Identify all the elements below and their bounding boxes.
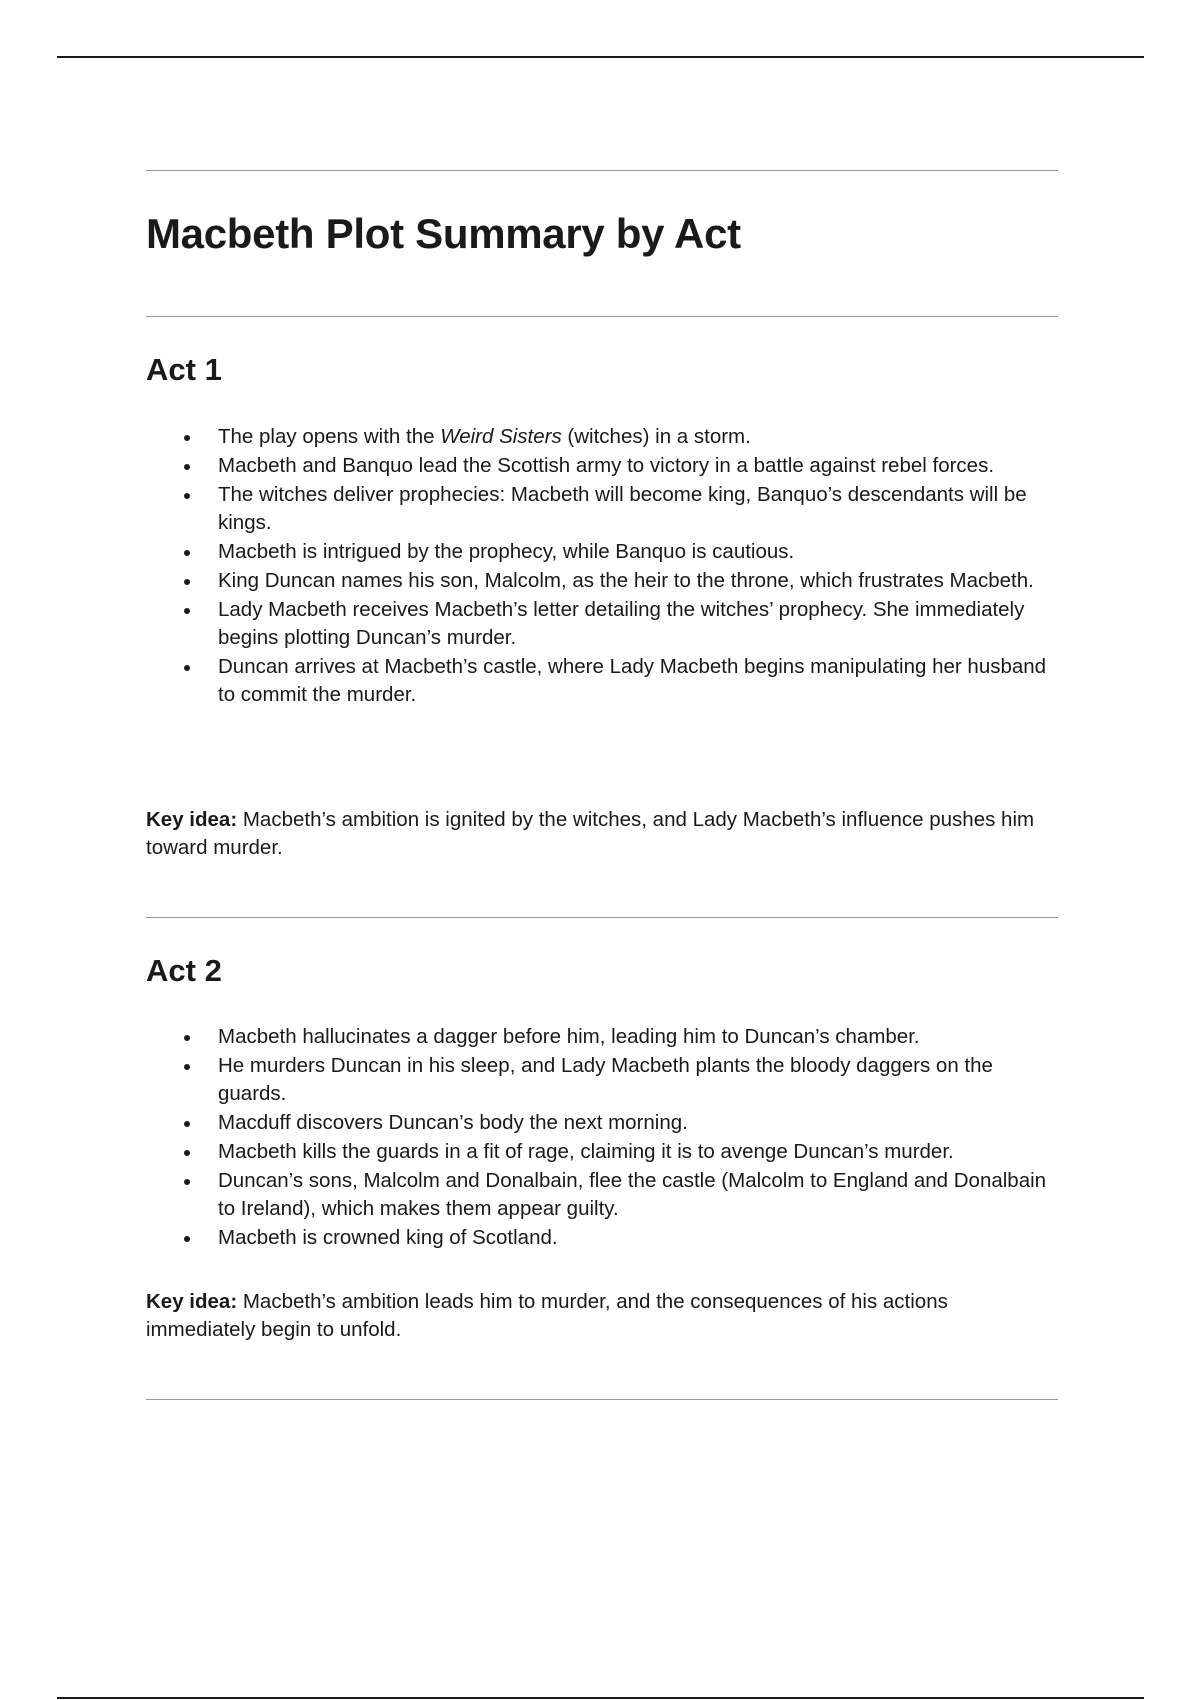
key-idea-label: Key idea:: [146, 1290, 238, 1313]
act-1-key-idea: [146, 806, 1058, 862]
list-item: [146, 1138, 1058, 1166]
bullet-text: The witches deliver prophecies: Macbeth will become king, Banquo’s descendants will be kings.: [218, 483, 1027, 534]
list-item: [146, 423, 1058, 451]
bullet-text: King Duncan names his son, Malcolm, as the heir to the throne, which frustrates Macbeth.: [218, 569, 1034, 592]
act-1-bullet-list: [146, 423, 1058, 710]
bullet-icon: [184, 1236, 190, 1242]
bullet-text: Macduff discovers Duncan’s body the next morning.: [218, 1111, 688, 1134]
list-item: [146, 567, 1058, 595]
list-item: [146, 538, 1058, 566]
bullet-text: Duncan arrives at Macbeth’s castle, where Lady Macbeth begins manipulating her husband to commit the murder.: [218, 655, 1047, 706]
list-item: [146, 1052, 1058, 1108]
bullet-text-after: (witches) in a storm.: [561, 425, 751, 448]
act-2-divider: [146, 1399, 1058, 1400]
bullet-text: He murders Duncan in his sleep, and Lady Macbeth plants the bloody daggers on the guards.: [218, 1054, 993, 1105]
bullet-icon: [184, 493, 190, 499]
bullet-icon: [184, 1121, 190, 1127]
list-item: [146, 596, 1058, 652]
bullet-icon: [184, 579, 190, 585]
document-title: Macbeth Plot Summary by Act: [146, 210, 741, 257]
bullet-icon: [184, 464, 190, 470]
list-item: [146, 1023, 1058, 1051]
bullet-text: Lady Macbeth receives Macbeth’s letter detailing the witches’ prophecy. She immediately begins plotting Duncan’s murder.: [218, 598, 1025, 649]
act-2-heading: Act 2: [146, 953, 222, 988]
list-item: [146, 653, 1058, 709]
list-item: [146, 481, 1058, 537]
bullet-icon: [184, 608, 190, 614]
bullet-text: Macbeth kills the guards in a fit of rage, claiming it is to avenge Duncan’s murder.: [218, 1140, 954, 1163]
bullet-icon: [184, 435, 190, 441]
bullet-text: Macbeth and Banquo lead the Scottish army to victory in a battle against rebel forces.: [218, 454, 995, 477]
bullet-icon: [184, 665, 190, 671]
list-item: [146, 1109, 1058, 1137]
act-1-divider: [146, 917, 1058, 918]
act-1-heading: Act 1: [146, 352, 222, 387]
list-item: [146, 452, 1058, 480]
bullet-text: Macbeth is crowned king of Scotland.: [218, 1226, 558, 1249]
key-idea-label: Key idea:: [146, 808, 238, 831]
bullet-text: Macbeth hallucinates a dagger before him, leading him to Duncan’s chamber.: [218, 1025, 920, 1048]
key-idea-text: Macbeth’s ambition is ignited by the witches, and Lady Macbeth’s influence pushes him toward murder.: [146, 808, 1035, 859]
bullet-icon: [184, 1179, 190, 1185]
bullet-text-italic: Weird Sisters: [440, 425, 562, 448]
key-idea-text: Macbeth’s ambition leads him to murder, and the consequences of his actions immediately begin to unfold.: [146, 1290, 948, 1341]
bullet-text: Macbeth is intrigued by the prophecy, while Banquo is cautious.: [218, 540, 795, 563]
act-2-bullet-list: [146, 1023, 1058, 1253]
bullet-icon: [184, 1035, 190, 1041]
bullet-icon: [184, 1150, 190, 1156]
bullet-icon: [184, 1064, 190, 1070]
bullet-text: Duncan’s sons, Malcolm and Donalbain, flee the castle (Malcolm to England and Donalbain to Ireland), which makes them appear guilty.: [218, 1169, 1047, 1220]
list-item: [146, 1224, 1058, 1252]
title-bottom-divider: [146, 316, 1058, 317]
page-top-rule: [57, 56, 1144, 58]
act-2-key-idea: [146, 1288, 1058, 1344]
page-bottom-rule: [57, 1697, 1144, 1699]
list-item: [146, 1167, 1058, 1223]
bullet-text-before: The play opens with the: [218, 425, 441, 448]
title-top-divider: [146, 170, 1058, 171]
bullet-icon: [184, 550, 190, 556]
